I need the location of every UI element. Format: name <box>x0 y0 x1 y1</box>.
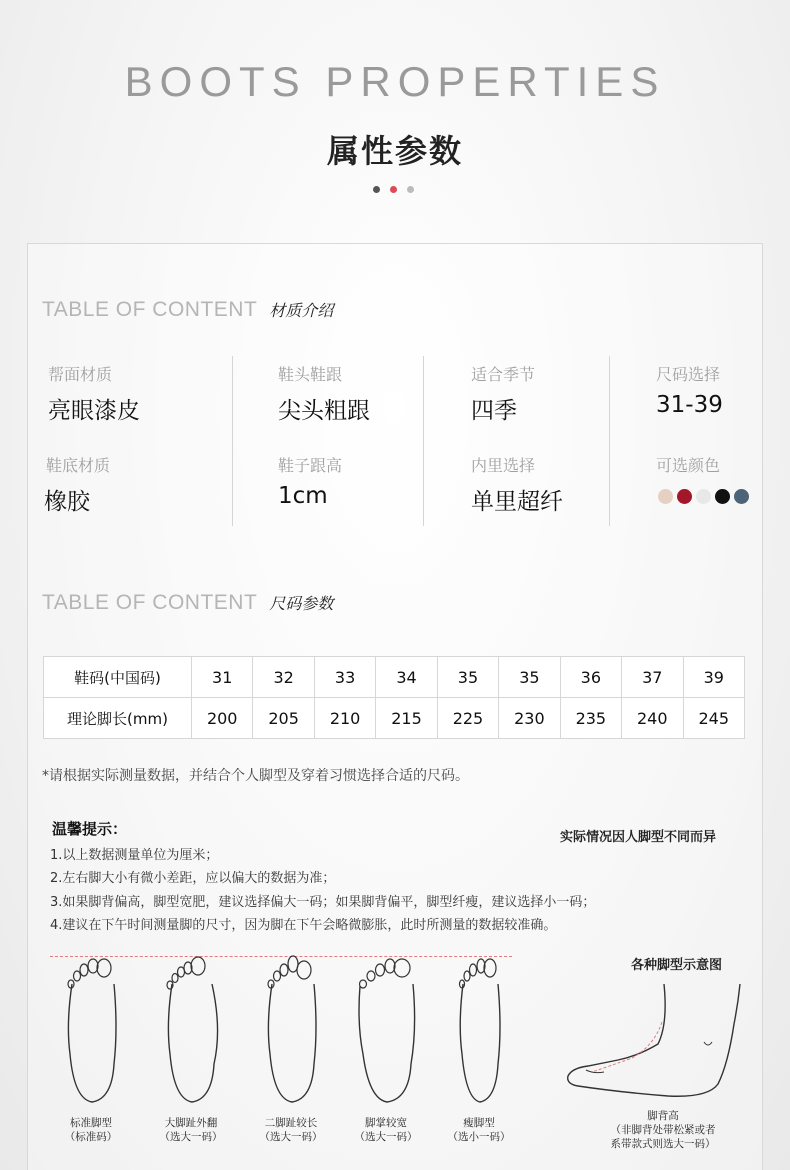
foot-advice: （选小一码） <box>447 1131 511 1143</box>
color-swatch-white[interactable] <box>696 489 711 504</box>
table-cell: 245 <box>683 698 745 739</box>
standard-foot-icon <box>60 954 122 1104</box>
sole-material-value: 橡胶 <box>44 489 90 515</box>
color-swatch-black[interactable] <box>715 489 730 504</box>
table-cell: 35 <box>437 657 498 698</box>
column-divider <box>232 356 233 526</box>
color-swatch-blue[interactable] <box>734 489 749 504</box>
upper-material-value: 亮眼漆皮 <box>48 398 140 424</box>
upper-material-label: 帮面材质 <box>48 365 113 384</box>
foot-caption-bunion <box>141 1116 241 1144</box>
lining-label: 内里选择 <box>471 456 536 475</box>
table-cell: 240 <box>622 698 683 739</box>
table-cell: 37 <box>622 657 683 698</box>
table-cell: 34 <box>376 657 437 698</box>
color-swatch-red[interactable] <box>677 489 692 504</box>
foot-name: 二脚趾较长 <box>264 1117 318 1129</box>
tip-item: 2.左右脚大小有微小差距，应以偏大的数据为准； <box>50 871 336 886</box>
size-section-heading <box>42 591 333 615</box>
length-row-label: 理论脚长(mm) <box>44 698 192 739</box>
foot-type-diagram <box>28 944 764 1170</box>
table-cell: 205 <box>253 698 314 739</box>
slim-foot-icon <box>448 954 510 1104</box>
side-caption-line: 系带款式则选大一码） <box>610 1138 716 1150</box>
material-heading-en: TABLE OF CONTENT <box>42 298 258 321</box>
size-note: *请根据实际测量数据，并结合个人脚型及穿着习惯选择合适的尺码。 <box>42 768 469 784</box>
foot-caption-wide <box>336 1116 436 1144</box>
toe-heel-value: 尖头粗跟 <box>278 398 370 424</box>
dot-3 <box>407 186 414 193</box>
size-range-label: 尺码选择 <box>656 365 721 384</box>
foot-name: 瘦脚型 <box>463 1117 495 1129</box>
foot-caption-long-second-toe <box>241 1116 341 1144</box>
table-cell: 225 <box>437 698 498 739</box>
size-heading-zh: 尺码参数 <box>269 594 334 613</box>
table-cell: 39 <box>683 657 745 698</box>
color-swatch-nude[interactable] <box>658 489 673 504</box>
side-caption-line: 脚背高 <box>647 1110 679 1122</box>
material-heading-zh: 材质介绍 <box>269 301 334 320</box>
dot-2 <box>390 186 397 193</box>
heel-height-value: 1cm <box>278 483 328 509</box>
high-instep-foot-icon <box>558 984 758 1109</box>
column-divider <box>423 356 424 526</box>
foot-caption-slim <box>429 1116 529 1144</box>
foot-advice: （标准码） <box>64 1131 118 1143</box>
page-title-zh: 属性参数 <box>326 132 463 170</box>
table-row <box>44 657 745 698</box>
table-row <box>44 698 745 739</box>
wide-foot-icon <box>355 954 417 1104</box>
tip-item: 1.以上数据测量单位为厘米； <box>50 848 219 863</box>
table-cell: 210 <box>314 698 375 739</box>
properties-panel <box>27 243 763 1170</box>
foot-name: 标准脚型 <box>70 1117 112 1129</box>
page-title-en: BOOTS PROPERTIES <box>124 58 666 105</box>
lining-value: 单里超纤 <box>471 489 563 515</box>
table-cell: 35 <box>499 657 560 698</box>
tips-right-note: 实际情况因人脚型不同而异 <box>560 830 717 845</box>
table-cell: 31 <box>192 657 253 698</box>
size-table <box>43 656 745 739</box>
foot-name: 大脚趾外翻 <box>164 1117 218 1129</box>
long-second-toe-foot-icon <box>260 954 322 1104</box>
table-cell: 215 <box>376 698 437 739</box>
table-cell: 33 <box>314 657 375 698</box>
heel-height-label: 鞋子跟高 <box>278 456 343 475</box>
side-caption-line: （非脚背处带松紧或者 <box>610 1124 716 1136</box>
material-section-heading <box>42 298 333 322</box>
season-label: 适合季节 <box>471 365 536 384</box>
foot-diagram-title: 各种脚型示意图 <box>631 958 723 973</box>
table-cell: 200 <box>192 698 253 739</box>
foot-advice: （选大一码） <box>159 1131 223 1143</box>
sole-material-label: 鞋底材质 <box>46 456 111 475</box>
tips-title: 温馨提示： <box>52 820 128 838</box>
foot-advice: （选大一码） <box>259 1131 323 1143</box>
foot-caption-standard <box>41 1116 141 1144</box>
foot-advice: （选大一码） <box>354 1131 418 1143</box>
table-cell: 36 <box>560 657 621 698</box>
material-attributes <box>28 356 764 526</box>
size-range-value: 31-39 <box>656 392 723 418</box>
tip-item: 4.建议在下午时间测量脚的尺寸，因为脚在下午会略微膨胀，此时所测量的数据较准确。 <box>50 918 557 933</box>
table-cell: 230 <box>499 698 560 739</box>
decorative-dots <box>373 186 414 193</box>
size-heading-en: TABLE OF CONTENT <box>42 591 258 614</box>
foot-name: 脚掌较宽 <box>365 1117 407 1129</box>
colors-label: 可选颜色 <box>656 456 721 475</box>
color-swatches <box>658 489 749 504</box>
column-divider <box>609 356 610 526</box>
dot-1 <box>373 186 380 193</box>
high-instep-caption <box>593 1109 733 1151</box>
toe-heel-label: 鞋头鞋跟 <box>278 365 343 384</box>
table-cell: 32 <box>253 657 314 698</box>
bunion-foot-icon <box>160 954 222 1104</box>
table-cell: 235 <box>560 698 621 739</box>
season-value: 四季 <box>471 398 517 424</box>
tip-item: 3.如果脚背偏高，脚型宽肥，建议选择偏大一码；如果脚背偏平，脚型纤瘦，建议选择小一码； <box>50 895 596 910</box>
size-row-label: 鞋码(中国码) <box>44 657 192 698</box>
